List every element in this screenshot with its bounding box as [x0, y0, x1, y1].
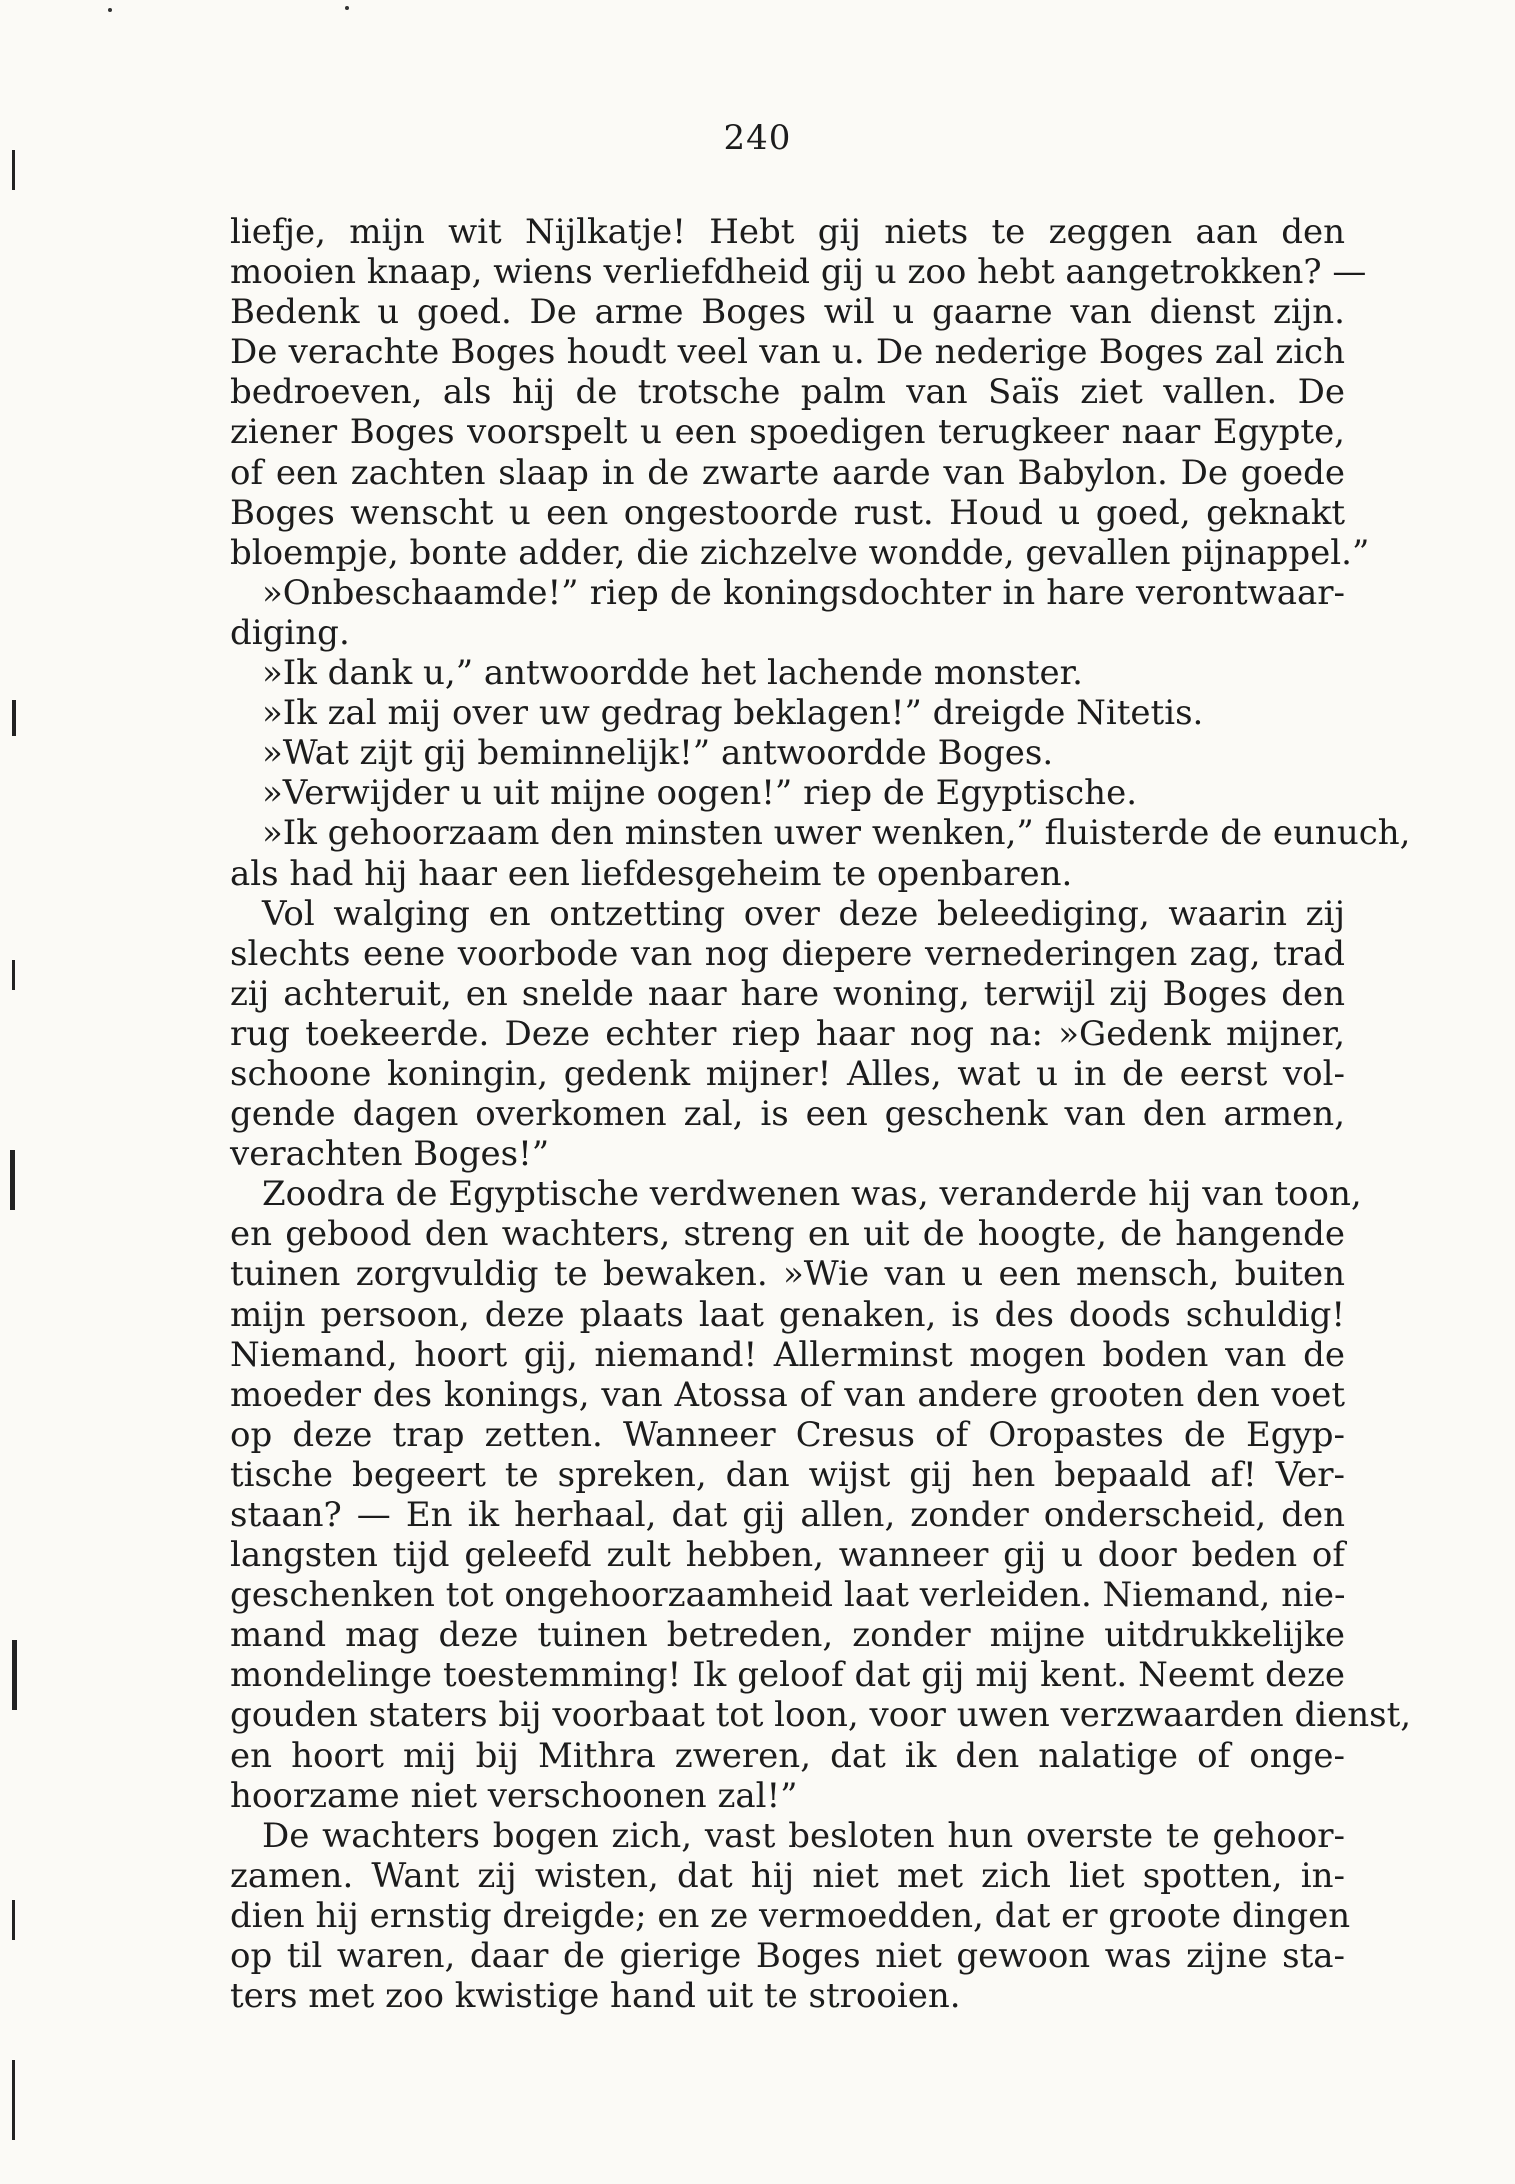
text-line: De verachte Boges houdt veel van u. De nederige Boges zal zich: [230, 332, 1345, 373]
text-line: rug toekeerde. Deze echter riep haar nog na: »Gedenk mijner,: [230, 1013, 1345, 1054]
text-line: ters met zoo kwistige hand uit te strooien.: [230, 1976, 961, 2017]
text-line: Niemand, hoort gij, niemand! Allerminst mogen boden van de: [230, 1334, 1345, 1375]
text-line: op deze trap zetten. Wanneer Cresus of Oropastes de Egyp-: [230, 1414, 1345, 1455]
text-line: Boges wenscht u een ongestoorde rust. Houd u goed, geknakt: [230, 492, 1345, 533]
text-line: gouden staters bij voorbaat tot loon, voor uwen verzwaarden dienst,: [230, 1695, 1412, 1736]
text-line: tische begeert te spreken, dan wijst gij hen bepaald af! Ver-: [230, 1454, 1345, 1495]
text-line: zij achteruit, en snelde naar hare woning, terwijl zij Boges den: [230, 973, 1345, 1014]
text-line: »Ik dank u,” antwoordde het lachende monster.: [262, 653, 1083, 694]
text-line: Zoodra de Egyptische verdwenen was, veranderde hij van toon,: [262, 1174, 1362, 1215]
text-line: dien hij ernstig dreigde; en ze vermoedden, dat er groote dingen: [230, 1895, 1351, 1936]
text-line: hoorzame niet verschoonen zal!”: [230, 1775, 798, 1816]
text-line: gende dagen overkomen zal, is een geschenk van den armen,: [230, 1094, 1345, 1135]
text-line: »Ik gehoorzaam den minsten uwer wenken,” fluisterde de eunuch,: [262, 813, 1411, 854]
body-text: [230, 212, 1412, 2017]
text-line: slechts eene voorbode van nog diepere vernederingen zag, trad: [230, 933, 1345, 974]
text-line: »Ik zal mij over uw gedrag beklagen!” dreigde Nitetis.: [262, 693, 1204, 734]
text-line: mand mag deze tuinen betreden, zonder mijne uitdrukkelijke: [230, 1615, 1345, 1656]
text-line: Bedenk u goed. De arme Boges wil u gaarne van dienst zijn.: [230, 292, 1345, 333]
text-line: verachten Boges!”: [230, 1134, 550, 1175]
text-line: langsten tijd geleefd zult hebben, wanneer gij u door beden of: [230, 1535, 1345, 1576]
text-line: bloempje, bonte adder, die zichzelve wondde, gevallen pijnappel.”: [230, 532, 1370, 573]
scan-edge-marks: [0, 0, 60, 2184]
text-line: diging.: [230, 612, 350, 653]
text-line: »Onbeschaamde!” riep de koningsdochter in hare verontwaar-: [262, 572, 1345, 613]
text-line: mijn persoon, deze plaats laat genaken, is des doods schuldig!: [230, 1294, 1345, 1335]
text-line: mondelinge toestemming! Ik geloof dat gij mij kent. Neemt deze: [230, 1655, 1345, 1696]
text-line: tuinen zorgvuldig te bewaken. »Wie van u een mensch, buiten: [230, 1254, 1345, 1295]
text-line: staan? — En ik herhaal, dat gij allen, zonder onderscheid, den: [230, 1495, 1345, 1535]
text-line: »Wat zijt gij beminnelijk!” antwoordde Boges.: [262, 733, 1054, 774]
page-number: 240: [723, 118, 792, 158]
text-line: schoone koningin, gedenk mijner! Alles, wat u in de eerst vol-: [230, 1053, 1345, 1094]
text-line: ziener Boges voorspelt u een spoedigen terugkeer naar Egypte,: [230, 412, 1345, 453]
text-line: geschenken tot ongehoorzaamheid laat verleiden. Niemand, nie-: [230, 1575, 1346, 1616]
text-line: bedroeven, als hij de trotsche palm van Saïs ziet vallen. De: [230, 372, 1345, 413]
text-line: of een zachten slaap in de zwarte aarde van Babylon. De goede: [230, 452, 1345, 493]
text-line: »Verwijder u uit mijne oogen!” riep de Egyptische.: [262, 773, 1138, 814]
text-line: Vol walging en ontzetting over deze beleediging, waarin zij: [262, 893, 1345, 934]
text-line: moeder des konings, van Atossa of van andere grooten den voet: [230, 1374, 1345, 1415]
text-line: liefje, mijn wit Nijlkatje! Hebt gij niets te zeggen aan den: [230, 212, 1345, 252]
text-line: als had hij haar een liefdesgeheim te openbaren.: [230, 853, 1073, 894]
text-line: en hoort mij bij Mithra zweren, dat ik den nalatige of onge-: [230, 1735, 1345, 1776]
text-line: op til waren, daar de gierige Boges niet gewoon was zijne sta-: [230, 1936, 1345, 1977]
text-line: mooien knaap, wiens verliefdheid gij u zoo hebt aangetrokken? —: [230, 252, 1367, 293]
text-line: De wachters bogen zich, vast besloten hun overste te gehoor-: [262, 1815, 1345, 1856]
text-line: zamen. Want zij wisten, dat hij niet met zich liet spotten, in-: [230, 1855, 1345, 1896]
text-line: en gebood den wachters, streng en uit de hoogte, de hangende: [230, 1214, 1345, 1255]
